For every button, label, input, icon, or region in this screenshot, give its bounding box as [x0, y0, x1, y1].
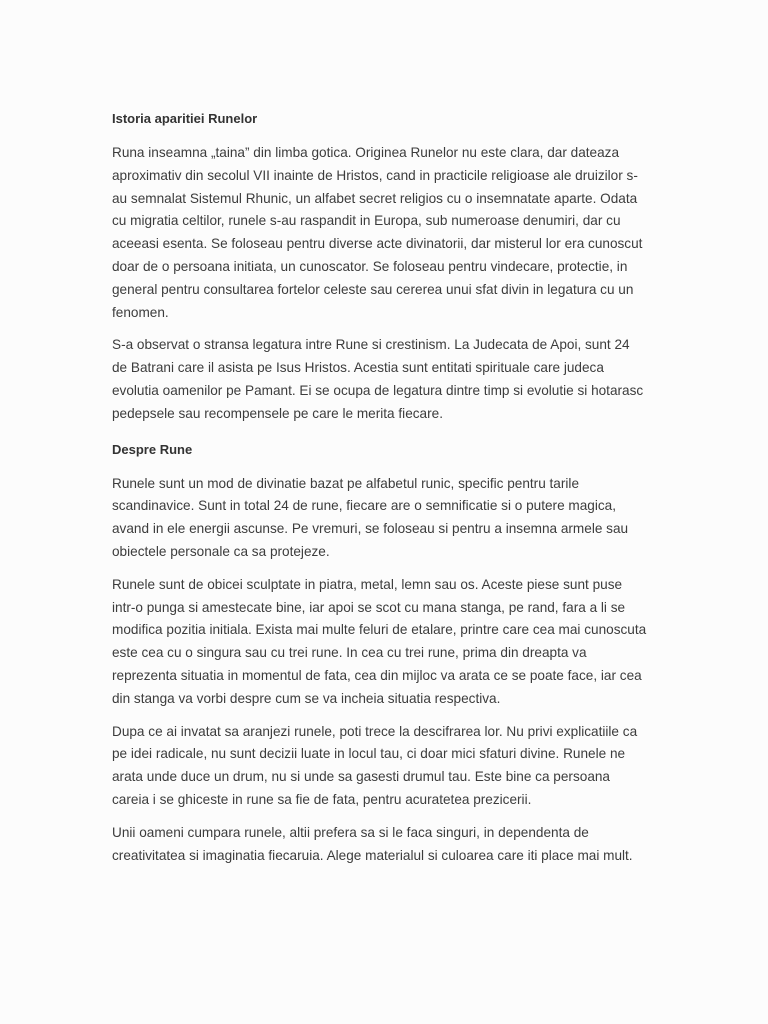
paragraph: S-a observat o stransa legatura intre Rune si crestinism. La Judecata de Apoi, sunt 24 de Batrani care il asista pe Isus Hristos. Acestia sunt entitati spirituale care judeca evolutia oamenilor pe Pamant. Ei se ocupa de legatura dintre timp si evolutie si hotarasc pedepsele sau recompensele pe care le merita fiecare. [112, 337, 644, 421]
document-body [112, 110, 648, 877]
heading-istoria: Istoria aparitiei Runelor [112, 111, 258, 126]
paragraph: Runa inseamna „taina” din limba gotica. Originea Runelor nu este clara, dar dateaza aproximativ din secolul VII inainte de Hristos, cand in practicile religioase ale druizilor s-au semnalat Sistemul Rhunic, un alfabet secret religios cu o insemnatate aparte. Odata cu migratia celtilor, runele s-au raspandit in Europa, sub numeroase denumiri, dar cu aceeasi esenta. Se foloseau pentru diverse acte divinatorii, dar misterul lor era cunoscut doar de o persoana initiata, un cunoscator. Se foloseau pentru vindecare, protectie, in general pentru consultarea fortelor celeste sau cererea unui sfat divin in legatura cu un fenomen. [112, 145, 643, 320]
paragraph: Runele sunt de obicei sculptate in piatra, metal, lemn sau os. Aceste piese sunt puse intr-o punga si amestecate bine, iar apoi se scot cu mana stanga, pe rand, fara a li se modifica pozitia initiala. Exista mai multe feluri de etalare, printre care cea mai cunoscuta este cea cu o singura sau cu trei rune. In cea cu trei rune, prima din dreapta va reprezenta situatia in momentul de fata, cea din mijloc va arata ce se poate face, iar cea din stanga va vorbi despre cum se va incheia situatia respectiva. [112, 576, 647, 706]
paragraph: Dupa ce ai invatat sa aranjezi runele, poti trece la descifrarea lor. Nu privi explicatiile ca pe idei radicale, nu sunt decizii luate in locul tau, ci doar mici sfaturi divine. Runele ne arata unde duce un drum, nu si unde sa gasesti drumul tau. Este bine ca persoana careia i se ghiceste in rune sa fie de fata, pentru acuratetea prezicerii. [112, 723, 638, 807]
paragraph: Runele sunt un mod de divinatie bazat pe alfabetul runic, specific pentru tarile scandinavice. Sunt in total 24 de rune, fiecare are o semnificatie si o putere magica, avand in ele energii ascunse. Pe vremuri, se foloseau si pentru a insemna armele sau obiectele personale ca sa protejeze. [112, 475, 629, 559]
heading-despre-rune: Despre Rune [112, 441, 193, 457]
paragraph: Unii oameni cumpara runele, altii prefera sa si le faca singuri, in dependenta de creativitatea si imaginatia fiecaruia. Alege materialul si culoarea care iti place mai mult. [112, 824, 633, 863]
